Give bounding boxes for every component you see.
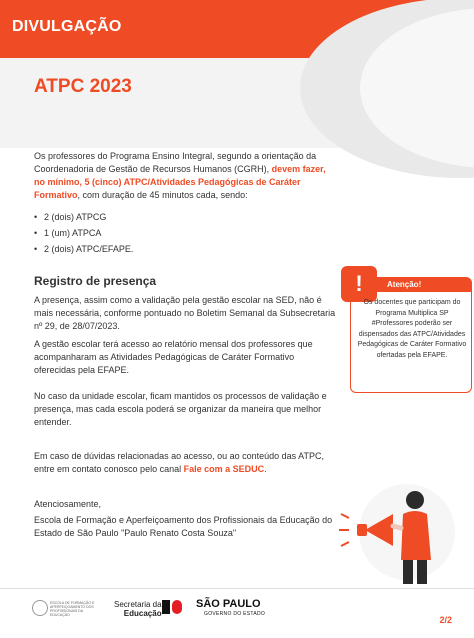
intro-highlight: devem fazer, no mínimo, 5 (cinco) ATPC/Atividades Pedagógicas de Caráter Formativo bbox=[34, 164, 326, 200]
efape-logo-mark bbox=[32, 600, 48, 616]
efape-logo bbox=[32, 600, 96, 616]
contact-text-end: . bbox=[264, 464, 267, 474]
hero-banner bbox=[0, 58, 474, 148]
closing-signature: Escola de Formação e Aperfeiçoamento dos Profissionais da Educação do Estado de São Paulo "Paulo Renato Costa Souza" bbox=[34, 515, 333, 538]
section-paragraph-1: A presença, assim como a validação pela gestão escolar na SED, não é mais necessária, conforme pontuado no Boletim Semanal da Subsecretaria nº 29, de 28/07/2023. bbox=[34, 295, 336, 331]
section-paragraph-2: A gestão escolar terá acesso ao relatório mensal dos professores que acompanharam as Atividades Pedagógicas de Caráter Formativo oferecidas pela EFAPE. bbox=[34, 339, 313, 375]
secretaria-logo-text bbox=[114, 600, 162, 618]
contact-text: Em caso de dúvidas relacionadas ao acesso, ou ao conteúdo das ATPC, entre em contato conosco pelo canal bbox=[34, 451, 325, 474]
list-item: • 2 (dois) ATPC/EFAPE. bbox=[34, 243, 284, 256]
sp-name: SÃO PAULO bbox=[196, 598, 261, 610]
megaphone-illustration bbox=[335, 470, 465, 590]
sp-subtitle: GOVERNO DO ESTADO bbox=[204, 611, 266, 617]
efape-logo-text: ESCOLA DE FORMAÇÃO E APERFEIÇOAMENTO DOS PROFISSIONAIS DA EDUCAÇÃO bbox=[50, 601, 95, 617]
intro-paragraph bbox=[34, 150, 338, 202]
alert-icon: ! bbox=[341, 266, 377, 302]
page-title: ATPC 2023 bbox=[34, 76, 132, 97]
section-paragraph-3: No caso da unidade escolar, ficam mantidos os processos de validação e presença, mas cada escola poderá se organizar da maneira que melhor entender. bbox=[34, 391, 327, 427]
attention-label: Atenção! bbox=[387, 280, 422, 289]
list-item: • 1 (um) ATPCA bbox=[34, 227, 284, 240]
intro-text-end: , com duração de 45 minutos cada, sendo: bbox=[77, 190, 248, 200]
attention-box bbox=[350, 271, 472, 393]
section-title: Registro de presença bbox=[34, 274, 157, 288]
contact-paragraph bbox=[34, 450, 338, 476]
footer-divider bbox=[0, 588, 474, 589]
secretaria-line-2: Educação bbox=[123, 609, 162, 618]
intro-text: Os professores do Programa Ensino Integral, segundo a orientação da Coordenadoria de Gestão de Recursos Humanos (CGRH), bbox=[34, 151, 317, 174]
page-number: 2/2 bbox=[439, 615, 452, 625]
list-item: • 2 (dois) ATPCG bbox=[34, 211, 284, 224]
sp-government-logo bbox=[162, 598, 182, 616]
closing-greeting: Atenciosamente, bbox=[34, 499, 102, 509]
secretaria-line-1: Secretaria da bbox=[114, 600, 162, 609]
attention-text: Os docentes que participam do Programa Multiplica SP #Professores poderão ser dispensados das ATPC/Atividades Pedagógicas de Caráter Formativo ofertadas pela EFAPE. bbox=[357, 299, 467, 359]
header-title: DIVULGAÇÃO bbox=[12, 18, 122, 35]
fale-com-seduc-link[interactable]: Fale com a SEDUC bbox=[183, 464, 265, 474]
atpc-list bbox=[34, 211, 284, 259]
